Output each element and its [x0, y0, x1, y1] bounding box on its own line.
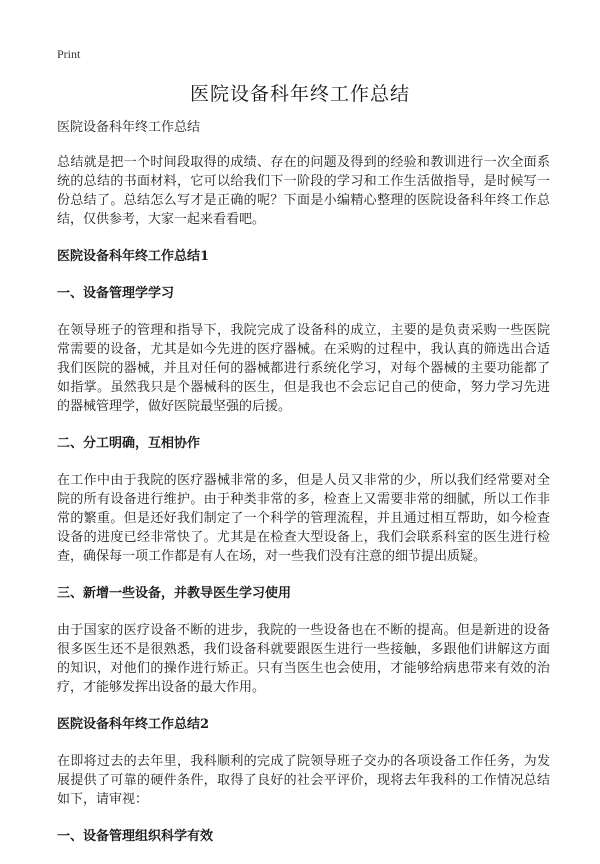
document-body — [57, 118, 550, 864]
section-2-paragraph-1: 在即将过去的去年里，我科顺利的完成了院领导班子交办的各项设备工作任务，为发展提供了可靠的硬件条件，取得了良好的社会平评价，现将去年我科的工作情况总结如下，请审视： — [57, 754, 550, 807]
page-title: 医院设备科年终工作总结 — [189, 83, 410, 105]
section-1-heading-3: 三、新增一些设备，并教导医生学习使用 — [57, 586, 292, 601]
intro-paragraph: 总结就是把一个时间段取得的成绩、存在的问题及得到的经验和教训进行一次全面系统的总结的书面材料，它可以给我们下一阶段的学习和工作生活做指导，是时候写一份总结了。总结怎么写才是正确的呢？下面是小编精心整理的医院设备科年终工作总结，仅供参考，大家一起来看看吧。 — [57, 155, 550, 227]
document-subtitle: 医院设备科年终工作总结 — [57, 120, 201, 135]
section-1-title: 医院设备科年终工作总结1 — [57, 249, 210, 264]
section-1-paragraph-2: 在工作中由于我院的医疗器械非常的多，但是人员又非常的少，所以我们经常要对全院的所有设备进行维护。由于种类非常的多，检查上又需要非常的细腻，所以工作非常的繁重。但是还好我们制定了一个科学的管理流程，并且通过相互帮助，如今检查设备的进度已经非常快了。尤其是在检查大型设备上，我们会联系科室的医生进行检查，确保每一项工作都是有人在场，对一些我们没有注意的细节提出质疑。 — [57, 473, 550, 564]
section-2-title: 医院设备科年终工作总结2 — [57, 717, 210, 732]
section-1-paragraph-1: 在领导班子的管理和指导下，我院完成了设备科的成立，主要的是负责采购一些医院常需要的设备，尤其是如今先进的医疗器械。在采购的过程中，我认真的筛选出合适我们医院的器械，并且对任何的器械都进行系统化学习，对每个器械的主要功能都了如指掌。虽然我只是个器械科的医生，但是我也不会忘记自己的使命，努力学习先进的器械管理学，做好医院最坚强的后援。 — [57, 323, 550, 414]
print-link[interactable]: Print — [57, 47, 81, 61]
section-1-heading-2: 二、分工明确，互相协作 — [57, 436, 201, 451]
section-1-paragraph-3: 由于国家的医疗设备不断的进步，我院的一些设备也在不断的提高。但是新进的设备很多医生还不是很熟悉，我们设备科就要跟医生进行一些接触，多跟他们讲解这方面的知识，对他们的操作进行矫正。只有当医生也会使用，才能够给病患带来有效的治疗，才能够发挥出设备的最大作用。 — [57, 623, 550, 695]
section-2-heading-1: 一、设备管理组织科学有效 — [57, 829, 214, 844]
section-1-heading-1: 一、设备管理学学习 — [57, 286, 175, 301]
